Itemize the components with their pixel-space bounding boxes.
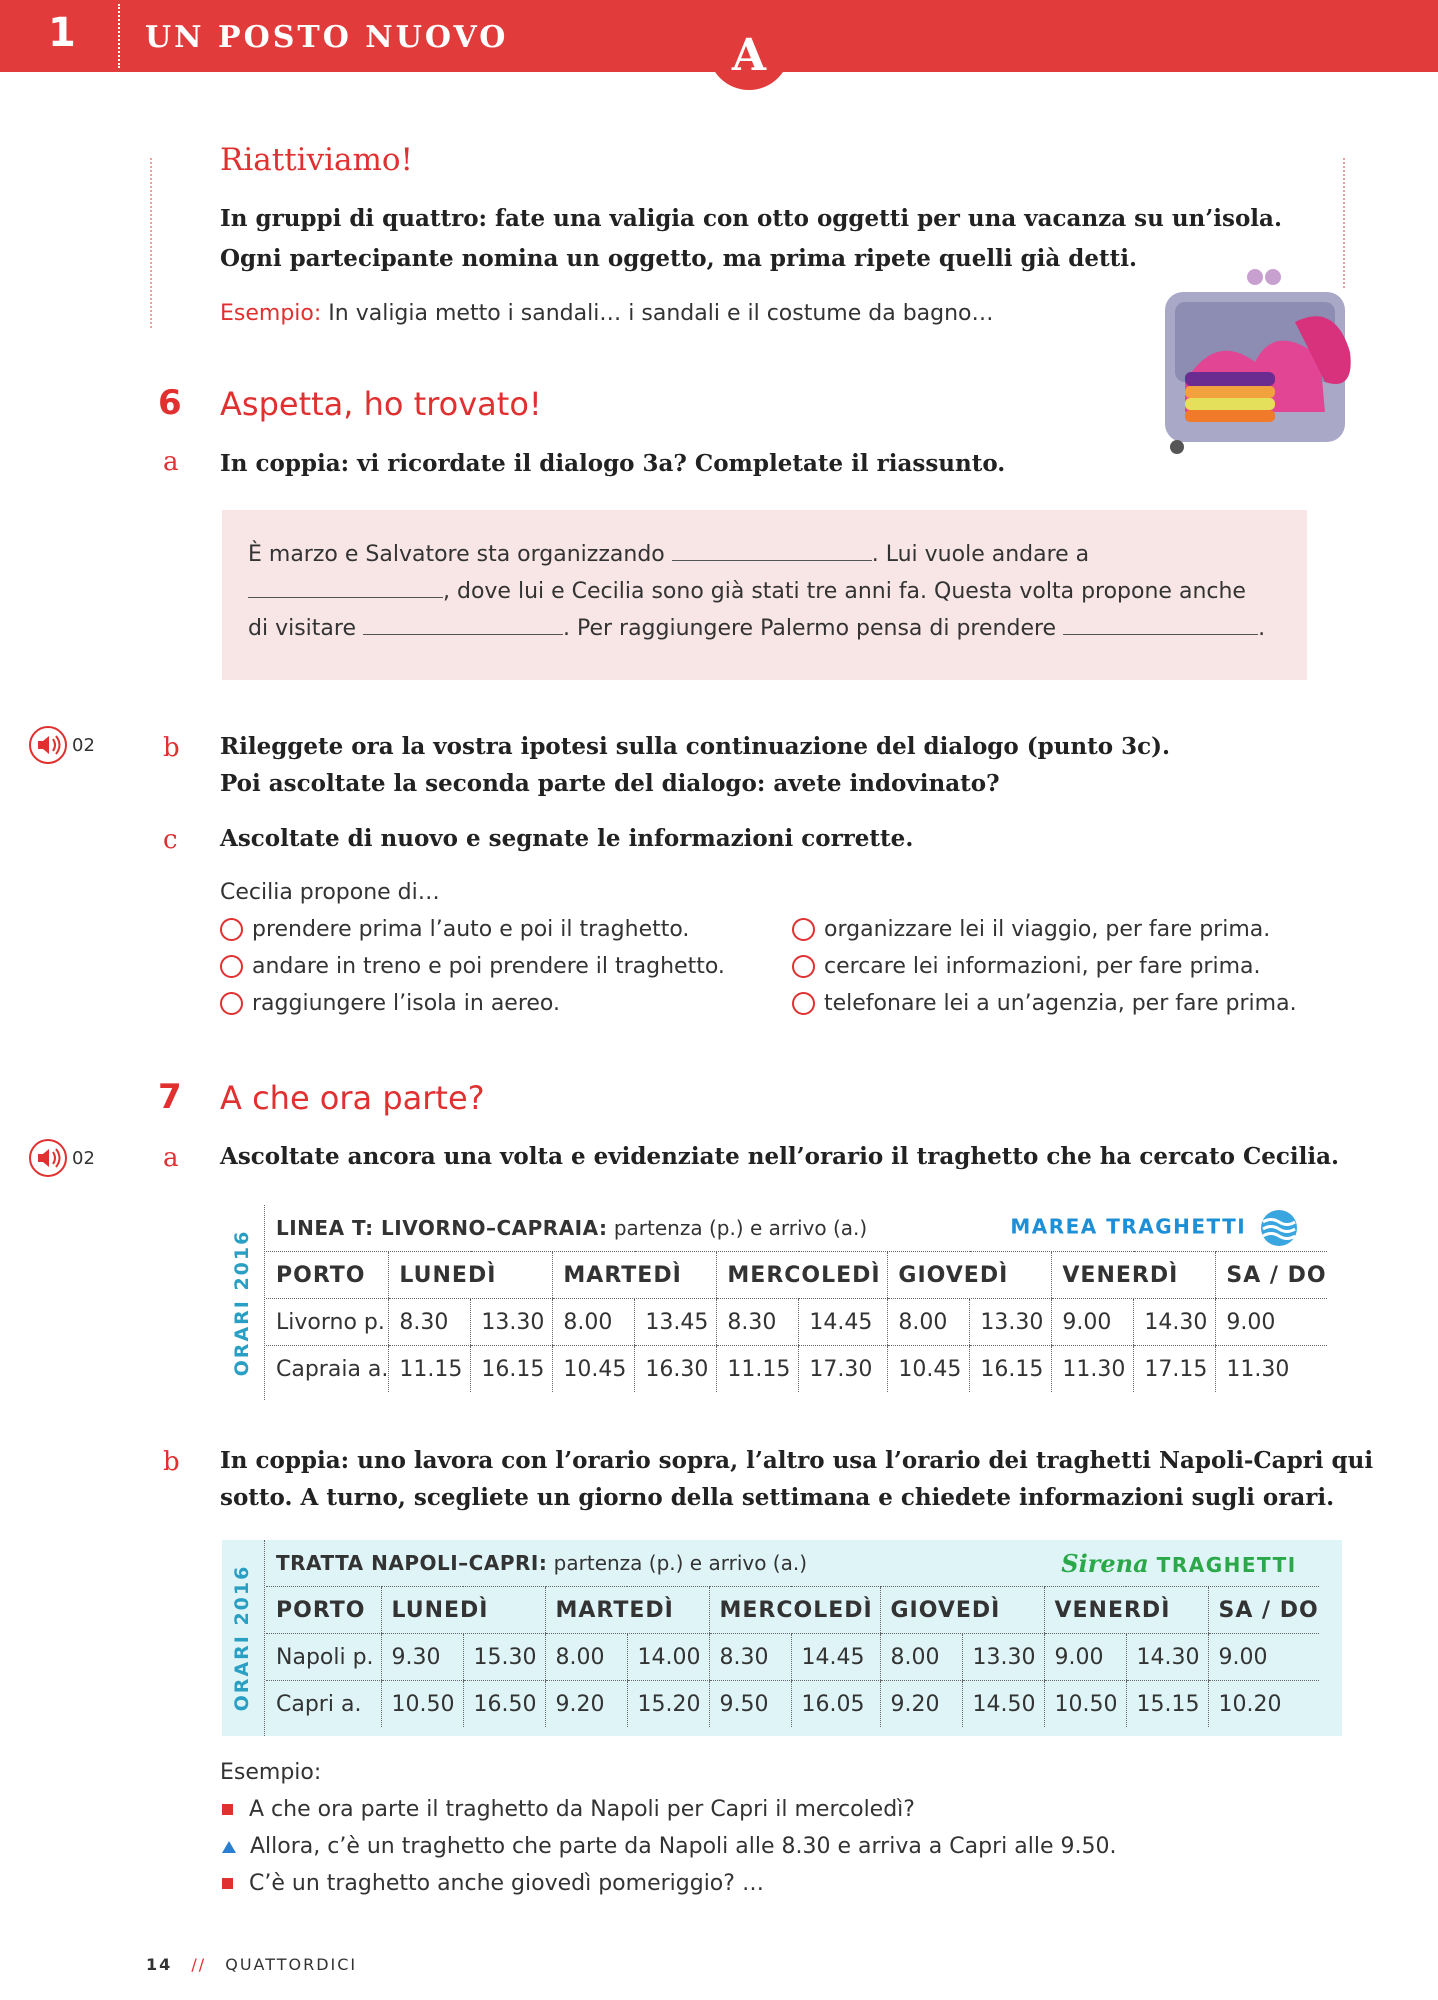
time-cell[interactable]: 13.30 bbox=[962, 1634, 1044, 1681]
table-row bbox=[266, 1634, 1319, 1681]
summary-text: , dove lui e Cecilia sono già stati tre anni fa. Questa volta propone anche bbox=[443, 579, 1246, 604]
section-7-title: A che ora parte? bbox=[220, 1079, 485, 1117]
time-cell[interactable]: 9.00 bbox=[1208, 1634, 1319, 1681]
brand-script-logo: Sirena bbox=[1061, 1548, 1149, 1578]
option-label: telefonare lei a un’agenzia, per fare prima. bbox=[824, 991, 1297, 1016]
divider bbox=[264, 1205, 265, 1400]
option-left-3[interactable] bbox=[220, 991, 560, 1016]
exercise-6c-lead: Cecilia propone di… bbox=[220, 880, 440, 905]
dialogue-text: Allora, c’è un traghetto che parte da Napoli alle 8.30 e arriva a Capri alle 9.50. bbox=[250, 1834, 1117, 1859]
suitcase-illustration bbox=[1145, 262, 1365, 462]
footer-separator: // bbox=[191, 1955, 207, 1974]
dialogue-text: C’è un traghetto anche giovedì pomeriggio? … bbox=[249, 1871, 764, 1896]
option-right-3[interactable] bbox=[792, 991, 1297, 1016]
header-day: VENERDÌ bbox=[1044, 1587, 1208, 1634]
time-cell[interactable]: 9.30 bbox=[381, 1634, 463, 1681]
blank-input-1[interactable] bbox=[672, 540, 872, 561]
radio-circle[interactable] bbox=[792, 955, 815, 978]
table-row bbox=[266, 1346, 1327, 1393]
time-cell[interactable]: 8.00 bbox=[545, 1634, 627, 1681]
exercise-6b-line-2: Poi ascoltate la seconda parte del dialogo: avete indovinato? bbox=[220, 770, 1000, 797]
summary-line-2 bbox=[248, 577, 1246, 604]
header-day: MERCOLEDÌ bbox=[717, 1252, 888, 1299]
time-cell[interactable]: 14.45 bbox=[791, 1634, 880, 1681]
dialogue-line-1 bbox=[222, 1797, 915, 1822]
time-cell[interactable]: 8.00 bbox=[553, 1299, 635, 1346]
port-cell: Capraia a. bbox=[276, 1356, 389, 1382]
time-cell[interactable]: 17.15 bbox=[1134, 1346, 1216, 1393]
time-cell[interactable]: 11.30 bbox=[1052, 1346, 1134, 1393]
brand-logo-text: TRAGHETTI bbox=[1156, 1552, 1297, 1577]
decorative-border-left bbox=[150, 158, 152, 328]
time-cell[interactable]: 9.00 bbox=[1044, 1634, 1126, 1681]
time-cell[interactable]: 11.15 bbox=[389, 1346, 471, 1393]
timetable-livorno-capraia bbox=[222, 1205, 1342, 1400]
time-cell[interactable]: 15.20 bbox=[627, 1681, 709, 1728]
example-label: Esempio: bbox=[220, 301, 322, 326]
port-cell: Capri a. bbox=[276, 1691, 362, 1717]
time-cell[interactable]: 10.50 bbox=[381, 1681, 463, 1728]
exercise-6c-letter: c bbox=[163, 825, 178, 855]
route-subtitle: partenza (p.) e arrivo (a.) bbox=[547, 1551, 808, 1575]
square-bullet-icon bbox=[222, 1804, 233, 1815]
dialogue-line-2 bbox=[222, 1834, 1116, 1859]
blank-input-4[interactable] bbox=[1063, 614, 1258, 635]
audio-icon[interactable] bbox=[28, 725, 68, 765]
time-cell[interactable]: 13.45 bbox=[635, 1299, 717, 1346]
radio-circle[interactable] bbox=[220, 955, 243, 978]
audio-track-7a[interactable] bbox=[28, 1138, 95, 1178]
time-cell[interactable]: 16.15 bbox=[471, 1346, 553, 1393]
time-cell[interactable]: 8.30 bbox=[389, 1299, 471, 1346]
route-name: TRATTA NAPOLI–CAPRI: bbox=[276, 1551, 548, 1575]
header-divider bbox=[118, 4, 120, 68]
header-day: MARTEDÌ bbox=[545, 1587, 709, 1634]
time-cell[interactable]: 8.00 bbox=[888, 1299, 970, 1346]
section-7-number: 7 bbox=[158, 1077, 182, 1117]
section-6-title: Aspetta, ho trovato! bbox=[220, 385, 542, 423]
summary-text: È marzo e Salvatore sta organizzando bbox=[248, 542, 672, 567]
brand-logo-text: MAREA TRAGHETTI bbox=[1010, 1214, 1247, 1239]
riattiviamo-instruction-1: In gruppi di quattro: fate una valigia con otto oggetti per una vacanza su un’isola. bbox=[220, 205, 1282, 232]
timetable-side-label: ORARI 2016 bbox=[231, 1564, 253, 1712]
summary-fill-box bbox=[222, 510, 1307, 680]
dialogue-text: A che ora parte il traghetto da Napoli per Capri il mercoledì? bbox=[249, 1797, 915, 1822]
time-cell[interactable]: 13.30 bbox=[471, 1299, 553, 1346]
timetable-grid bbox=[266, 1540, 1319, 1727]
page-word: QUATTORDICI bbox=[225, 1955, 358, 1974]
time-cell[interactable]: 14.30 bbox=[1134, 1299, 1216, 1346]
time-cell[interactable]: 14.50 bbox=[962, 1681, 1044, 1728]
route-subtitle: partenza (p.) e arrivo (a.) bbox=[607, 1216, 868, 1240]
time-cell[interactable]: 10.50 bbox=[1044, 1681, 1126, 1728]
time-cell[interactable]: 9.00 bbox=[1216, 1299, 1327, 1346]
time-cell[interactable]: 8.30 bbox=[709, 1634, 791, 1681]
time-cell[interactable]: 14.45 bbox=[799, 1299, 888, 1346]
option-label: raggiungere l’isola in aereo. bbox=[252, 991, 560, 1016]
exercise-6b-line-1: Rileggete ora la vostra ipotesi sulla continuazione del dialogo (punto 3c). bbox=[220, 733, 1171, 760]
option-left-2[interactable] bbox=[220, 954, 725, 979]
time-cell[interactable]: 10.20 bbox=[1208, 1681, 1319, 1728]
timetable-title bbox=[266, 1540, 962, 1587]
time-cell[interactable]: 11.15 bbox=[717, 1346, 799, 1393]
chapter-number: 1 bbox=[48, 10, 76, 56]
time-cell[interactable]: 13.30 bbox=[970, 1299, 1052, 1346]
time-cell[interactable]: 11.30 bbox=[1216, 1346, 1327, 1393]
header-day: MERCOLEDÌ bbox=[709, 1587, 880, 1634]
track-number: 02 bbox=[72, 1147, 95, 1169]
exercise-6b-letter: b bbox=[163, 733, 180, 763]
summary-line-1 bbox=[248, 540, 1089, 567]
example-text: In valigia metto i sandali… i sandali e il costume da bagno… bbox=[321, 301, 994, 326]
option-label: organizzare lei il viaggio, per fare prima. bbox=[824, 917, 1271, 942]
square-bullet-icon bbox=[222, 1878, 233, 1889]
brand-cell bbox=[970, 1205, 1327, 1252]
header-day: MARTEDÌ bbox=[553, 1252, 717, 1299]
section-badge: A bbox=[708, 8, 790, 90]
time-cell[interactable]: 16.50 bbox=[463, 1681, 545, 1728]
summary-text: di visitare bbox=[248, 616, 363, 641]
exercise-7a-instruction: Ascoltate ancora una volta e evidenziate nell’orario il traghetto che ha cercato Cecilia. bbox=[220, 1143, 1340, 1170]
section-6-number: 6 bbox=[158, 383, 182, 423]
option-right-1[interactable] bbox=[792, 917, 1270, 942]
timetable-title bbox=[266, 1205, 970, 1252]
timetable-side-label: ORARI 2016 bbox=[231, 1229, 253, 1376]
time-cell[interactable]: 16.05 bbox=[791, 1681, 880, 1728]
header-day: LUNEDÌ bbox=[381, 1587, 545, 1634]
timetable-napoli-capri bbox=[222, 1540, 1342, 1736]
header-day: SA / DO bbox=[1208, 1587, 1319, 1634]
option-label: prendere prima l’auto e poi il traghetto. bbox=[252, 917, 690, 942]
exercise-7a-letter: a bbox=[163, 1143, 179, 1173]
summary-text: . bbox=[1258, 616, 1266, 641]
time-cell[interactable]: 10.45 bbox=[553, 1346, 635, 1393]
time-cell[interactable]: 16.30 bbox=[635, 1346, 717, 1393]
riattiviamo-instruction-2: Ogni partecipante nomina un oggetto, ma prima ripete quelli già detti. bbox=[220, 245, 1137, 272]
exercise-6c-instruction: Ascoltate di nuovo e segnate le informazioni corrette. bbox=[220, 825, 914, 852]
time-cell[interactable]: 14.30 bbox=[1126, 1634, 1208, 1681]
option-right-2[interactable] bbox=[792, 954, 1261, 979]
port-cell: Napoli p. bbox=[266, 1634, 381, 1681]
page-footer bbox=[146, 1955, 357, 1974]
option-label: cercare lei informazioni, per fare prima. bbox=[824, 954, 1261, 979]
table-row bbox=[266, 1299, 1327, 1346]
exercise-7b-line-1: In coppia: uno lavora con l’orario sopra, l’altro usa l’orario dei traghetti Napoli-Capri qui bbox=[220, 1447, 1374, 1474]
summary-text: . Per raggiungere Palermo pensa di prendere bbox=[562, 616, 1064, 641]
time-cell[interactable]: 8.00 bbox=[880, 1634, 962, 1681]
header-day: LUNEDÌ bbox=[389, 1252, 553, 1299]
audio-track-6b[interactable] bbox=[28, 725, 95, 765]
option-left-1[interactable] bbox=[220, 917, 689, 942]
table-row bbox=[266, 1681, 1319, 1728]
route-name: LINEA T: LIVORNO–CAPRAIA: bbox=[276, 1216, 608, 1240]
exercise-7b-letter: b bbox=[163, 1447, 180, 1477]
radio-circle[interactable] bbox=[792, 992, 815, 1015]
option-label: andare in treno e poi prendere il traghetto. bbox=[252, 954, 725, 979]
wave-logo-icon bbox=[1259, 1208, 1299, 1248]
chapter-title: UN POSTO NUOVO bbox=[145, 20, 509, 55]
time-cell[interactable]: 9.50 bbox=[709, 1681, 791, 1728]
header-day: SA / DO bbox=[1216, 1252, 1327, 1299]
header-day: GIOVEDÌ bbox=[880, 1587, 1044, 1634]
riattiviamo-example bbox=[220, 301, 994, 326]
header-day: VENERDÌ bbox=[1052, 1252, 1216, 1299]
blank-input-3[interactable] bbox=[363, 614, 563, 635]
radio-circle[interactable] bbox=[220, 918, 243, 941]
time-cell[interactable]: 15.30 bbox=[463, 1634, 545, 1681]
time-cell[interactable]: 16.15 bbox=[970, 1346, 1052, 1393]
audio-icon[interactable] bbox=[28, 1138, 68, 1178]
header-day: GIOVEDÌ bbox=[888, 1252, 1052, 1299]
summary-text: . Lui vuole andare a bbox=[871, 542, 1090, 567]
page-number: 14 bbox=[146, 1955, 173, 1974]
time-cell[interactable]: 8.30 bbox=[717, 1299, 799, 1346]
time-cell[interactable]: 9.20 bbox=[545, 1681, 627, 1728]
header-porto: PORTO bbox=[266, 1252, 389, 1299]
dialogue-example-label: Esempio: bbox=[220, 1760, 322, 1785]
header-porto: PORTO bbox=[266, 1587, 381, 1634]
divider bbox=[264, 1540, 265, 1736]
blank-input-2[interactable] bbox=[248, 577, 443, 598]
time-cell[interactable]: 9.00 bbox=[1052, 1299, 1134, 1346]
brand-cell bbox=[962, 1540, 1319, 1587]
track-number: 02 bbox=[72, 734, 95, 756]
time-cell[interactable]: 10.45 bbox=[888, 1346, 970, 1393]
port-cell: Livorno p. bbox=[266, 1299, 389, 1346]
time-cell[interactable]: 17.30 bbox=[799, 1346, 888, 1393]
summary-line-3 bbox=[248, 614, 1265, 641]
timetable-grid bbox=[266, 1205, 1327, 1392]
riattiviamo-title: Riattiviamo! bbox=[220, 142, 413, 178]
exercise-7b-line-2: sotto. A turno, scegliete un giorno della settimana e chiedete informazioni sugli orari. bbox=[220, 1484, 1335, 1511]
triangle-bullet-icon bbox=[222, 1841, 236, 1853]
time-cell[interactable]: 15.15 bbox=[1126, 1681, 1208, 1728]
time-cell[interactable]: 14.00 bbox=[627, 1634, 709, 1681]
exercise-6a-instruction: In coppia: vi ricordate il dialogo 3a? Completate il riassunto. bbox=[220, 450, 1006, 477]
radio-circle[interactable] bbox=[220, 992, 243, 1015]
radio-circle[interactable] bbox=[792, 918, 815, 941]
exercise-6a-letter: a bbox=[163, 447, 179, 477]
dialogue-line-3 bbox=[222, 1871, 764, 1896]
time-cell[interactable]: 9.20 bbox=[880, 1681, 962, 1728]
